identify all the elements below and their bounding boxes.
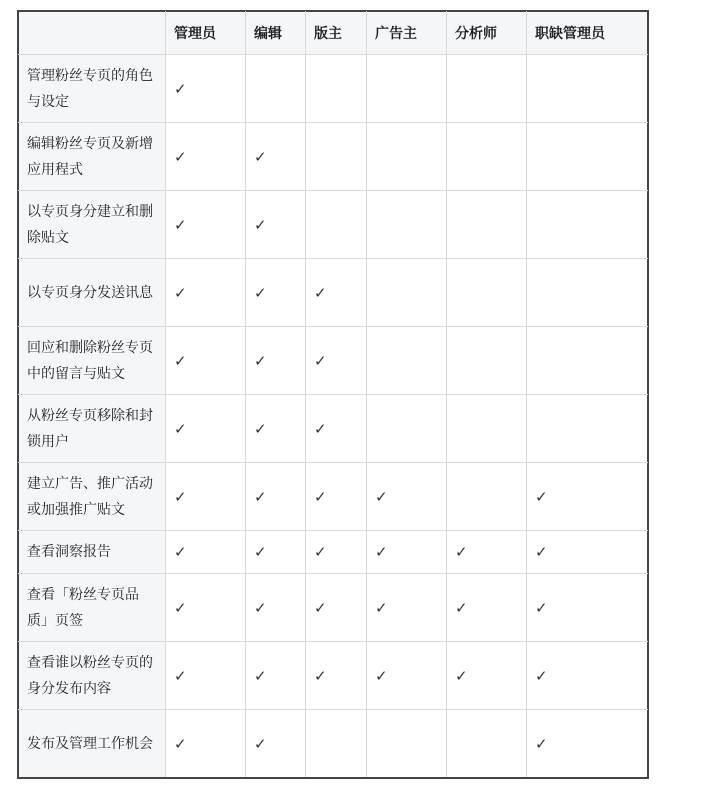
permission-cell: ✓	[447, 531, 527, 574]
task-cell: 发布及管理工作机会	[19, 710, 166, 778]
permission-cell	[447, 710, 527, 778]
table-row	[19, 531, 648, 574]
permission-cell: ✓	[166, 55, 246, 123]
permission-cell: ✓	[367, 463, 447, 531]
permission-cell	[447, 55, 527, 123]
table-row	[19, 463, 648, 531]
permission-cell: ✓	[246, 463, 306, 531]
permission-cell: ✓	[306, 259, 367, 327]
permission-cell	[367, 191, 447, 259]
table-row	[19, 191, 648, 259]
permission-cell: ✓	[367, 642, 447, 710]
table-row	[19, 395, 648, 463]
permission-cell	[447, 123, 527, 191]
permission-cell: ✓	[367, 574, 447, 642]
permission-cell: ✓	[166, 259, 246, 327]
permission-cell: ✓	[447, 642, 527, 710]
permission-cell: ✓	[246, 259, 306, 327]
permission-cell: ✓	[166, 463, 246, 531]
table-row	[19, 710, 648, 778]
role-header-moderator: 版主	[306, 12, 367, 55]
permissions-table	[18, 11, 648, 778]
table-row	[19, 55, 648, 123]
permission-cell	[447, 463, 527, 531]
permission-cell	[447, 259, 527, 327]
permission-cell	[447, 395, 527, 463]
permission-cell: ✓	[527, 463, 648, 531]
task-cell: 回应和删除粉丝专页中的留言与贴文	[19, 327, 166, 395]
permission-cell	[246, 55, 306, 123]
permission-cell: ✓	[166, 642, 246, 710]
table-row	[19, 327, 648, 395]
permission-cell: ✓	[166, 395, 246, 463]
permission-cell	[367, 395, 447, 463]
permission-cell	[306, 123, 367, 191]
task-cell: 查看洞察报告	[19, 531, 166, 574]
permission-cell: ✓	[246, 327, 306, 395]
permission-cell	[306, 55, 367, 123]
task-cell: 查看「粉丝专页品质」页签	[19, 574, 166, 642]
permission-cell	[527, 123, 648, 191]
permission-cell: ✓	[306, 574, 367, 642]
permission-cell	[367, 710, 447, 778]
corner-header	[19, 12, 166, 55]
permission-cell: ✓	[306, 642, 367, 710]
table-row	[19, 574, 648, 642]
task-cell: 查看谁以粉丝专页的身分发布内容	[19, 642, 166, 710]
role-header-admin: 管理员	[166, 12, 246, 55]
permission-cell	[527, 259, 648, 327]
permission-cell	[367, 55, 447, 123]
permission-cell: ✓	[527, 642, 648, 710]
permission-cell: ✓	[246, 531, 306, 574]
permission-cell: ✓	[447, 574, 527, 642]
permission-cell: ✓	[306, 531, 367, 574]
permission-cell: ✓	[527, 531, 648, 574]
permission-cell: ✓	[306, 395, 367, 463]
permission-cell: ✓	[306, 327, 367, 395]
permission-cell	[367, 123, 447, 191]
table-row	[19, 642, 648, 710]
permission-cell: ✓	[166, 574, 246, 642]
task-cell: 管理粉丝专页的角色与设定	[19, 55, 166, 123]
permission-cell	[306, 710, 367, 778]
permission-cell	[447, 327, 527, 395]
permission-cell: ✓	[166, 123, 246, 191]
permission-cell: ✓	[367, 531, 447, 574]
permission-cell	[367, 259, 447, 327]
permission-cell: ✓	[166, 191, 246, 259]
permission-cell	[527, 191, 648, 259]
permission-cell	[367, 327, 447, 395]
task-cell: 以专页身分发送讯息	[19, 259, 166, 327]
permission-cell: ✓	[166, 327, 246, 395]
permission-cell: ✓	[246, 191, 306, 259]
permission-cell: ✓	[246, 642, 306, 710]
table-row	[19, 259, 648, 327]
permission-cell: ✓	[246, 574, 306, 642]
permission-cell: ✓	[306, 463, 367, 531]
permission-cell: ✓	[166, 710, 246, 778]
permission-cell: ✓	[246, 123, 306, 191]
table-row	[19, 123, 648, 191]
permission-cell	[527, 395, 648, 463]
permission-cell: ✓	[527, 574, 648, 642]
permission-cell	[306, 191, 367, 259]
task-cell: 从粉丝专页移除和封锁用户	[19, 395, 166, 463]
task-cell: 编辑粉丝专页及新增应用程式	[19, 123, 166, 191]
permission-cell	[447, 191, 527, 259]
permission-cell: ✓	[246, 710, 306, 778]
task-cell: 建立广告、推广活动或加强推广贴文	[19, 463, 166, 531]
role-header-editor: 编辑	[246, 12, 306, 55]
permission-cell	[527, 327, 648, 395]
role-header-analyst: 分析师	[447, 12, 527, 55]
role-header-jobs-manager: 职缺管理员	[527, 12, 648, 55]
header-row	[19, 12, 648, 55]
permission-cell: ✓	[166, 531, 246, 574]
task-cell: 以专页身分建立和删除贴文	[19, 191, 166, 259]
permission-cell: ✓	[246, 395, 306, 463]
role-header-advertiser: 广告主	[367, 12, 447, 55]
permission-cell: ✓	[527, 710, 648, 778]
permission-cell	[527, 55, 648, 123]
